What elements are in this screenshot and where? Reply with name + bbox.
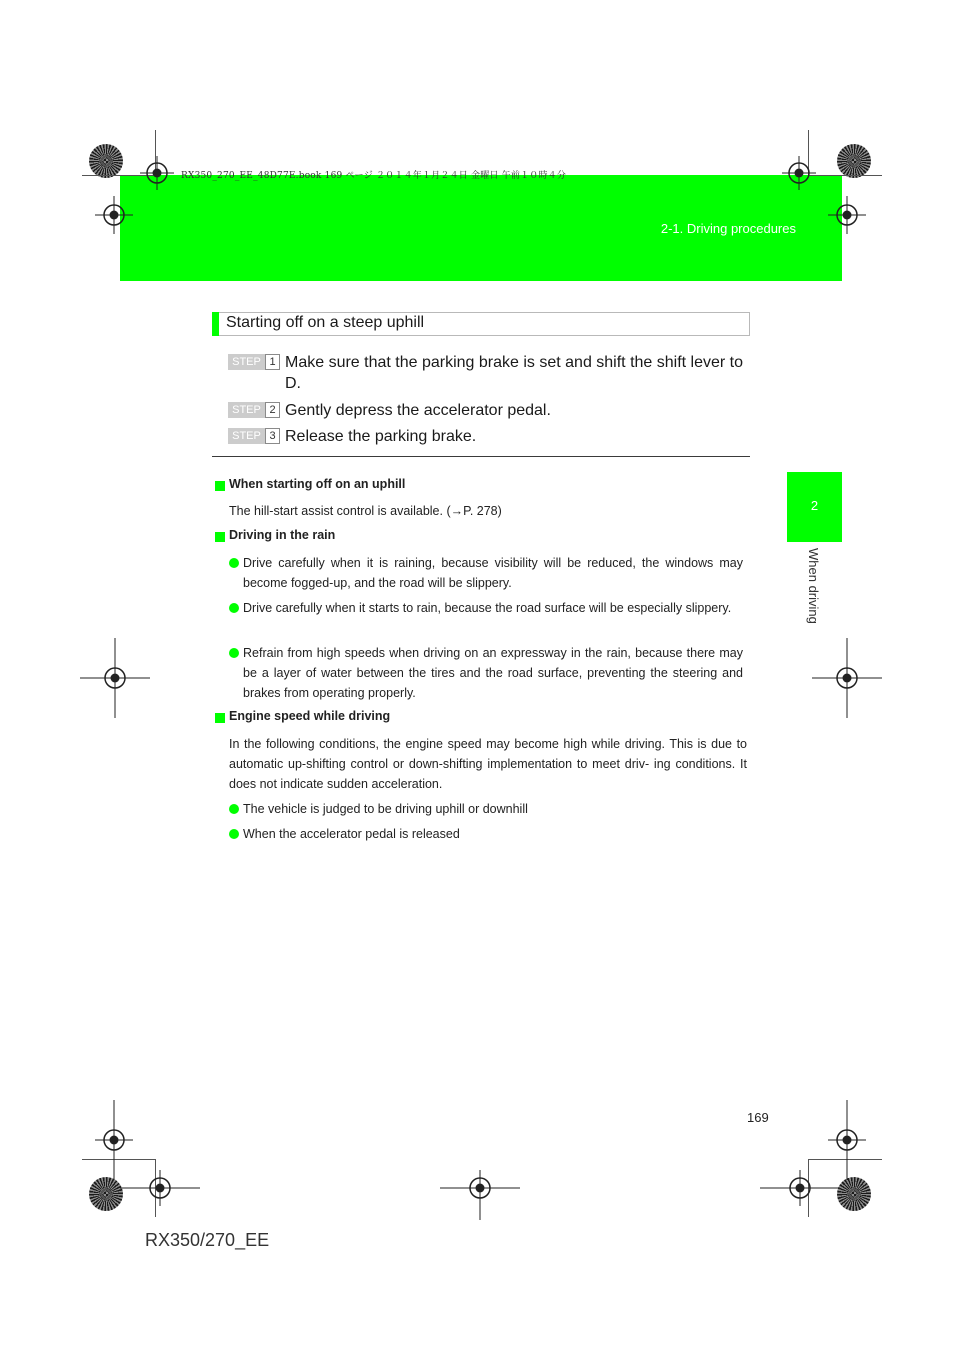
section-heading: Starting off on a steep uphill: [226, 314, 425, 331]
step-text-2: Gently depress the accelerator pedal.: [285, 402, 551, 419]
note-marker: [215, 713, 225, 723]
bullet-dot: [229, 558, 239, 568]
note-title: When starting off on an uphill: [229, 477, 406, 491]
section-title: 2-1. Driving procedures: [660, 221, 796, 236]
bullet-dot: [229, 603, 239, 613]
step-word: STEP: [228, 402, 265, 418]
bullet-text: When the accelerator pedal is released: [243, 827, 460, 841]
step-number: 1: [265, 354, 280, 370]
trim-line: [808, 175, 882, 176]
registration-mark-icon: [95, 196, 133, 234]
registration-mark-icon: [782, 156, 816, 190]
registration-mark-icon: [440, 1170, 520, 1220]
registration-mark-icon: [828, 1100, 866, 1180]
registration-mark-icon: [140, 156, 174, 190]
step-badge-3: [228, 428, 280, 444]
print-density-wheel-icon: [837, 144, 871, 178]
chapter-number: 2: [810, 498, 819, 513]
registration-mark-icon: [812, 638, 882, 718]
note-title: Driving in the rain: [229, 528, 336, 542]
note-title: Engine speed while driving: [229, 709, 391, 723]
crop-note: RX350_270_EE_48D77E.book 169 ページ ２０１４年１月２４日 金曜日 午前１０時４分: [181, 171, 567, 181]
model-code: RX350/270_EE: [145, 1230, 270, 1250]
heading-accent-bar: [212, 312, 219, 336]
note-text: The hill-start assist control is available. (→P. 278): [229, 504, 502, 518]
note-marker: [215, 481, 225, 491]
print-density-wheel-icon: [837, 1177, 871, 1211]
step-word: STEP: [228, 428, 265, 444]
bullet-dot: [229, 829, 239, 839]
note-marker: [215, 532, 225, 542]
bullet-text: Refrain from high speeds when driving on an expressway in the rain, because there may be a layer of water between the tires and the road surface, preventing the steering and brakes from operating properly.: [243, 646, 743, 700]
chapter-label: [806, 548, 822, 648]
registration-mark-icon: [120, 1170, 200, 1206]
page-number: 169: [747, 1110, 769, 1125]
registration-mark-icon: [80, 638, 150, 718]
registration-mark-icon: [760, 1170, 840, 1206]
divider: [212, 456, 750, 457]
bullet-dot: [229, 804, 239, 814]
registration-mark-icon: [95, 1100, 133, 1180]
print-density-wheel-icon: [89, 144, 123, 178]
step-badge-1: [228, 354, 280, 370]
registration-mark-icon: [828, 196, 866, 234]
step-word: STEP: [228, 354, 265, 370]
chapter-label-text: When driving: [806, 548, 821, 624]
step-number: 3: [265, 428, 280, 444]
step-text-3: Release the parking brake.: [285, 428, 477, 445]
step-text-1: Make sure that the parking brake is set and shift the shift lever to D.: [285, 354, 744, 392]
bullet-text: The vehicle is judged to be driving uphill or downhill: [243, 802, 528, 816]
step-number: 2: [265, 402, 280, 418]
step-badge-2: [228, 402, 280, 418]
bullet-text: Drive carefully when it is raining, because visibility will be reduced, the windows may become fogged-up, and the road will be slippery.: [243, 556, 743, 590]
bullet-text: Drive carefully when it starts to rain, because the road surface will be especially slippery.: [243, 601, 732, 615]
print-density-wheel-icon: [89, 1177, 123, 1211]
bullet-dot: [229, 648, 239, 658]
note-text: In the following conditions, the engine speed may become high while driving. This is due to automatic up-shifting control or down-shifting implementation to meet driv- ing conditions. It does not indicate sudden acceleration.: [229, 737, 747, 791]
